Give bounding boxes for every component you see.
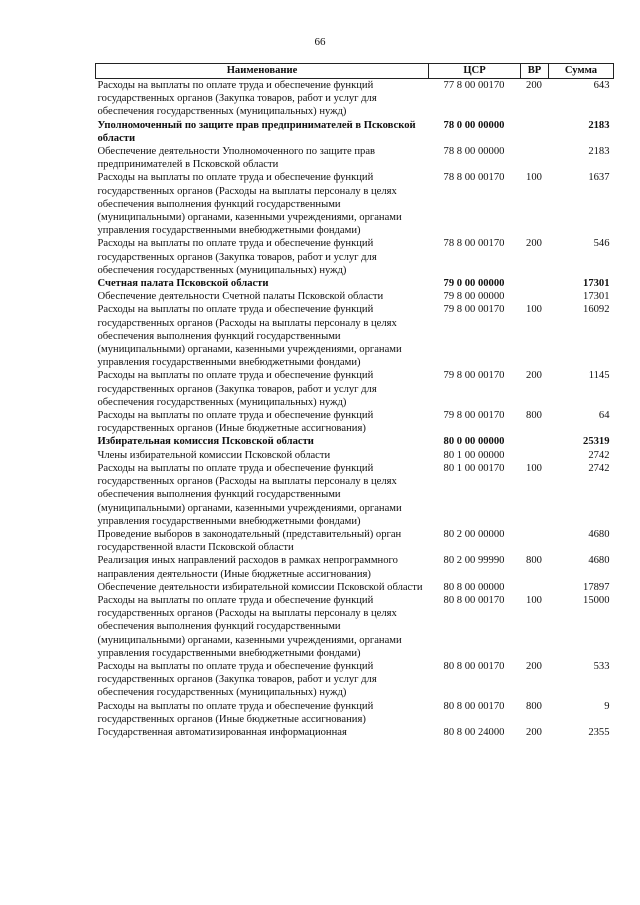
table-row xyxy=(96,700,614,726)
header-vr: ВР xyxy=(521,64,549,79)
cell-vr: 200 xyxy=(526,726,542,738)
cell-vr xyxy=(521,435,549,448)
cell-sum: 16092 xyxy=(583,304,610,316)
cell-sum: 9 xyxy=(604,700,610,712)
cell-sum: 2183 xyxy=(588,119,610,131)
cell-csr: 78 8 00 00000 xyxy=(443,146,505,158)
cell-name: Расходы на выплаты по оплате труда и обеспечение функций государственных органов (Расходы на выплаты персоналу в целях обеспечения выполнения функций государственными (муниципальными) органами, казенными учреждениями, органами управления государственными внебюджетными фондами) xyxy=(97,304,402,369)
cell-vr xyxy=(521,119,549,145)
cell-csr: 79 8 00 00170 xyxy=(443,304,505,316)
table-row xyxy=(96,409,614,435)
cell-vr: 100 xyxy=(526,304,542,316)
table-row xyxy=(96,554,614,580)
cell-name: Обеспечение деятельности избирательной комиссии Псковской области xyxy=(97,581,423,593)
cell-vr: 100 xyxy=(526,594,542,606)
cell-csr: 79 8 00 00170 xyxy=(443,410,505,422)
cell-name: Реализация иных направлений расходов в рамках непрограммного направления деятельности (Иные бюджетные ассигнования) xyxy=(97,555,398,580)
table-body xyxy=(96,79,614,740)
table-row xyxy=(96,119,614,145)
cell-vr: 800 xyxy=(526,410,542,422)
table-row xyxy=(96,79,614,119)
cell-vr: 800 xyxy=(526,555,542,567)
cell-name: Расходы на выплаты по оплате труда и обеспечение функций государственных органов (Закупка товаров, работ и услуг для обеспечения государственных (муниципальных) нужд) xyxy=(97,370,377,408)
header-csr: ЦСР xyxy=(429,64,521,79)
table-header xyxy=(96,64,614,79)
cell-name: Расходы на выплаты по оплате труда и обеспечение функций государственных органов (Закупка товаров, работ и услуг для обеспечения государственных (муниципальных) нужд) xyxy=(97,238,377,276)
cell-sum: 643 xyxy=(593,80,610,91)
header-sum: Сумма xyxy=(549,64,614,79)
cell-sum: 1145 xyxy=(588,370,610,382)
table-row xyxy=(96,660,614,700)
cell-sum: 2742 xyxy=(588,449,610,461)
cell-sum: 4680 xyxy=(588,528,610,540)
cell-name: Обеспечение деятельности Счетной палаты Псковской области xyxy=(97,291,384,303)
cell-sum: 64 xyxy=(598,410,610,422)
cell-csr: 80 8 00 24000 xyxy=(443,726,505,738)
header-name: Наименование xyxy=(96,64,429,79)
cell-csr: 79 0 00 00000 xyxy=(443,278,505,290)
cell-csr: 80 8 00 00170 xyxy=(443,594,505,606)
cell-sum: 2183 xyxy=(588,146,610,158)
cell-sum: 4680 xyxy=(588,555,610,567)
table-row xyxy=(96,594,614,660)
budget-table xyxy=(95,63,614,739)
cell-sum: 17301 xyxy=(583,291,610,303)
cell-vr: 200 xyxy=(526,238,542,250)
cell-csr: 78 8 00 00170 xyxy=(443,238,505,250)
table-row xyxy=(96,290,614,303)
page-number: 66 xyxy=(314,36,326,48)
table-row xyxy=(96,435,614,448)
cell-sum: 533 xyxy=(593,660,610,672)
cell-sum: 25319 xyxy=(583,436,610,448)
cell-vr: 200 xyxy=(526,660,542,672)
cell-vr xyxy=(521,290,549,303)
cell-vr: 800 xyxy=(526,700,542,712)
cell-sum: 15000 xyxy=(583,594,610,606)
cell-name: Расходы на выплаты по оплате труда и обеспечение функций государственных органов (Закупка товаров, работ и услуг для обеспечения государственных (муниципальных) нужд) xyxy=(97,660,377,699)
cell-name: Расходы на выплаты по оплате труда и обеспечение функций государственных органов (Расходы на выплаты персоналу в целях обеспечения выполнения функций государственными (муниципальными) органами, казенными учреждениями, органами управления государственными внебюджетными фондами) xyxy=(97,172,402,237)
cell-csr: 79 8 00 00170 xyxy=(443,370,505,382)
table-row xyxy=(96,581,614,594)
cell-csr: 80 8 00 00000 xyxy=(443,581,505,593)
cell-vr: 100 xyxy=(526,462,542,474)
cell-name: Расходы на выплаты по оплате труда и обеспечение функций государственных органов (Расходы на выплаты персоналу в целях обеспечения выполнения функций государственными (муниципальными) органами, казенными учреждениями, органами управления государственными внебюджетными фондами) xyxy=(97,594,402,659)
table-row xyxy=(96,528,614,554)
cell-vr xyxy=(521,277,549,290)
cell-name: Проведение выборов в законодательный (представительный) орган государственной власти Псковской области xyxy=(97,528,402,554)
table-row xyxy=(96,369,614,409)
cell-name: Члены избирательной комиссии Псковской области xyxy=(97,449,331,461)
cell-csr: 78 0 00 00000 xyxy=(443,119,505,131)
cell-csr: 80 2 00 99990 xyxy=(443,555,505,567)
cell-sum: 546 xyxy=(593,238,610,250)
table-row xyxy=(96,726,614,739)
table-row xyxy=(96,449,614,462)
cell-csr: 80 0 00 00000 xyxy=(443,436,505,448)
cell-name: Расходы на выплаты по оплате труда и обеспечение функций государственных органов (Иные бюджетные ассигнования) xyxy=(97,410,374,435)
cell-csr: 80 1 00 00170 xyxy=(443,462,505,474)
cell-vr: 200 xyxy=(526,80,542,91)
cell-name: Счетная палата Псковской области xyxy=(97,278,269,290)
cell-name: Государственная автоматизированная информационная xyxy=(97,726,347,738)
cell-csr: 79 8 00 00000 xyxy=(443,291,505,303)
cell-name: Обеспечение деятельности Уполномоченного по защите прав предпринимателей в Псковской области xyxy=(97,146,376,171)
cell-sum: 2742 xyxy=(588,462,610,474)
table-row xyxy=(96,171,614,237)
table-row xyxy=(96,277,614,290)
cell-name: Расходы на выплаты по оплате труда и обеспечение функций государственных органов (Расходы на выплаты персоналу в целях обеспечения выполнения функций государственными (муниципальными) органами, казенными учреждениями, органами управления государственными внебюджетными фондами) xyxy=(97,462,402,527)
cell-vr xyxy=(521,449,549,462)
table-row xyxy=(96,303,614,369)
cell-name: Уполномоченный по защите прав предпринимателей в Псковской области xyxy=(97,119,416,144)
cell-csr: 80 8 00 00170 xyxy=(443,700,505,712)
cell-csr: 80 8 00 00170 xyxy=(443,660,505,672)
cell-vr xyxy=(521,528,549,554)
cell-name: Избирательная комиссия Псковской области xyxy=(97,436,314,448)
cell-csr: 77 8 00 00170 xyxy=(443,80,505,91)
table-row xyxy=(96,237,614,277)
cell-sum: 1637 xyxy=(588,172,610,184)
cell-csr: 78 8 00 00170 xyxy=(443,172,505,184)
cell-vr xyxy=(521,145,549,171)
table-row xyxy=(96,145,614,171)
cell-vr xyxy=(521,581,549,594)
cell-sum: 2355 xyxy=(588,726,610,738)
table-row xyxy=(96,462,614,528)
cell-csr: 80 2 00 00000 xyxy=(443,528,505,540)
cell-name: Расходы на выплаты по оплате труда и обеспечение функций государственных органов (Иные бюджетные ассигнования) xyxy=(97,700,374,725)
cell-csr: 80 1 00 00000 xyxy=(443,449,505,461)
cell-vr: 200 xyxy=(526,370,542,382)
cell-sum: 17897 xyxy=(583,581,610,593)
cell-name: Расходы на выплаты по оплате труда и обеспечение функций государственных органов (Закупка товаров, работ и услуг для обеспечения государственных (муниципальных) нужд) xyxy=(97,80,377,118)
cell-sum: 17301 xyxy=(583,278,610,290)
cell-vr: 100 xyxy=(526,172,542,184)
